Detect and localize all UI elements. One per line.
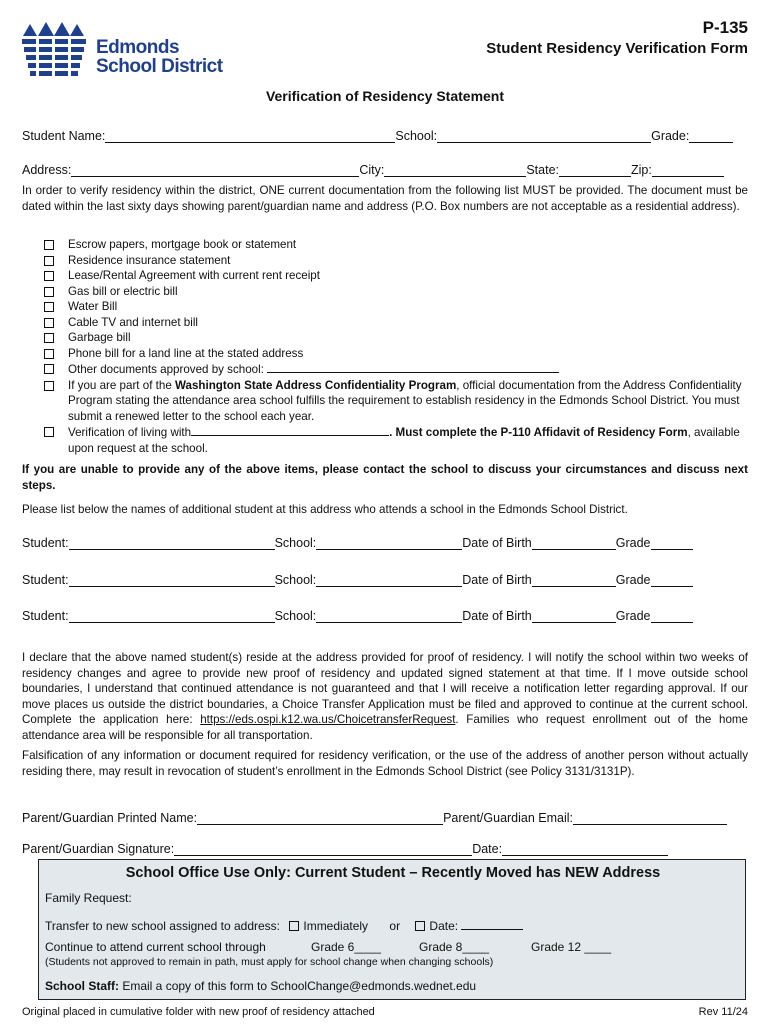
checkbox[interactable]	[44, 427, 54, 437]
choice-transfer-link[interactable]: https://eds.ospi.k12.wa.us/ChoicetransferRequest	[200, 713, 456, 726]
checkbox[interactable]	[44, 364, 54, 374]
logo-wordmark	[96, 38, 223, 76]
address-field[interactable]	[71, 162, 359, 177]
list-item: Gas bill or electric bill	[44, 284, 748, 300]
checkbox[interactable]	[44, 302, 54, 312]
living-with-field[interactable]	[191, 424, 389, 436]
parent-signature-row	[22, 841, 748, 856]
transfer-date-field[interactable]	[461, 918, 523, 930]
parent-email-field[interactable]	[573, 810, 727, 825]
parent-name-row	[22, 810, 748, 825]
list-item: Water Bill	[44, 299, 748, 315]
family-request-label: Family Request:	[45, 891, 132, 905]
revision-date: Rev 11/24	[698, 1006, 748, 1018]
student-name-label: Student Name:	[22, 129, 106, 143]
grade-field[interactable]	[689, 128, 733, 143]
checkbox[interactable]	[44, 271, 54, 281]
list-item: Residence insurance statement	[44, 253, 748, 269]
dob-field[interactable]	[532, 535, 616, 550]
logo-line-2: School District	[96, 56, 223, 77]
parent-email-label: Parent/Guardian Email:	[443, 811, 574, 825]
city-label: City:	[359, 163, 385, 177]
additional-student-row: Student: School: Date of Birth Grade	[22, 608, 748, 623]
school-field[interactable]	[316, 535, 462, 550]
checkbox[interactable]	[44, 240, 54, 250]
grade-8-option[interactable]: Grade 8____	[419, 940, 490, 954]
date-label: Date:	[472, 842, 503, 856]
checkbox[interactable]	[44, 349, 54, 359]
student-field[interactable]	[69, 535, 275, 550]
immediately-checkbox[interactable]	[289, 921, 299, 931]
other-documents-field[interactable]	[267, 361, 559, 373]
additional-student-row: Student: School: Date of Birth Grade	[22, 572, 748, 587]
grade-field[interactable]	[651, 572, 693, 587]
list-item: Lease/Rental Agreement with current rent receipt	[44, 268, 748, 284]
additional-student-row: Student: School: Date of Birth Grade	[22, 535, 748, 550]
parent-name-label: Parent/Guardian Printed Name:	[22, 811, 198, 825]
date-field[interactable]	[502, 841, 668, 856]
date-checkbox[interactable]	[415, 921, 425, 931]
unable-notice: If you are unable to provide any of the above items, please contact the school to discuss your circumstances and discuss next steps.	[22, 463, 748, 492]
transfer-row: Transfer to new school assigned to address: Immediately or Date:	[45, 918, 523, 933]
grade-label: Grade:	[651, 129, 690, 143]
student-info-row	[22, 128, 748, 143]
document-list	[44, 237, 748, 456]
footer-note: Original placed in cumulative folder with new proof of residency attached	[22, 1006, 375, 1018]
path-note: (Students not approved to remain in path, must apply for school change when changing schools)	[45, 956, 494, 968]
state-label: State:	[526, 163, 560, 177]
form-number: P-135	[702, 18, 748, 37]
falsification-paragraph: Falsification of any information or document required for residency verification, or the use of the address of another person without actually residing there, may result in revocation of student’s enrollment in the Edmonds School District (see Policy 3131/3131P).	[22, 749, 748, 778]
grade-12-option[interactable]: Grade 12 ____	[531, 940, 612, 954]
list-item-acp: If you are part of the Washington State Address Confidentiality Program, official documentation from the Address Confidentiality Program stating the attendance area school fulfills the requirement to establish residency in the Edmonds School District. You must submit a renewed letter to the school each year.	[44, 378, 748, 425]
list-item: Cable TV and internet bill	[44, 315, 748, 331]
school-field[interactable]	[316, 608, 462, 623]
school-field[interactable]	[316, 572, 462, 587]
zip-field[interactable]	[652, 162, 724, 177]
address-label: Address:	[22, 163, 72, 177]
grade-field[interactable]	[651, 608, 693, 623]
declaration-paragraph: I declare that the above named student(s) reside at the address provided for proof of residency. I will notify the school within two weeks of residency changes and agree to provide new proof of residency and updated signed statement at that time. If I move outside school boundaries, I understand that continued attendance is not guaranteed and that I will receive a notification letter regarding approval. If our move places us outside the district boundaries, a Choice Transfer Application must be filed and approved to continue at the current school. Complete the application here: https://eds.ospi.k12.wa.us/ChoicetransferRequest. Families who request enrollment out of the home attendance area will be responsible for all transportation.	[22, 651, 749, 742]
list-item: Phone bill for a land line at the stated address	[44, 346, 748, 362]
student-name-field[interactable]	[105, 128, 395, 143]
list-item-other-documents: Other documents approved by school:	[44, 361, 748, 378]
grade-field[interactable]	[651, 535, 693, 550]
trees-icon	[22, 22, 92, 80]
parent-signature-field[interactable]	[174, 841, 472, 856]
list-item-living-with: Verification of living with . Must complete the P-110 Affidavit of Residency Form, available upon request at the school.	[44, 424, 748, 456]
state-field[interactable]	[559, 162, 631, 177]
address-row	[22, 162, 748, 177]
continue-label: Continue to attend current school through	[45, 940, 266, 954]
office-use-box	[38, 859, 746, 1000]
school-staff-instruction: School Staff: Email a copy of this form to SchoolChange@edmonds.wednet.edu	[45, 979, 477, 993]
additional-students-intro: Please list below the names of additional student at this address who attends a school in the Edmonds School District.	[22, 503, 628, 516]
student-field[interactable]	[69, 608, 275, 623]
zip-label: Zip:	[631, 163, 652, 177]
checkbox[interactable]	[44, 256, 54, 266]
grade-6-option[interactable]: Grade 6____	[311, 940, 382, 954]
form-title: Student Residency Verification Form	[486, 40, 748, 57]
dob-field[interactable]	[532, 608, 616, 623]
list-item: Escrow papers, mortgage book or statement	[44, 237, 748, 253]
checkbox[interactable]	[44, 287, 54, 297]
logo-line-1: Edmonds	[96, 37, 180, 58]
dob-field[interactable]	[532, 572, 616, 587]
school-field[interactable]	[437, 128, 651, 143]
section-heading: Verification of Residency Statement	[265, 88, 505, 104]
office-title: School Office Use Only: Current Student – Recently Moved has NEW Address	[125, 865, 661, 881]
list-item: Garbage bill	[44, 330, 748, 346]
parent-name-field[interactable]	[197, 810, 443, 825]
student-field[interactable]	[69, 572, 275, 587]
parent-signature-label: Parent/Guardian Signature:	[22, 842, 175, 856]
city-field[interactable]	[384, 162, 526, 177]
checkbox[interactable]	[44, 318, 54, 328]
checkbox[interactable]	[44, 333, 54, 343]
school-label: School:	[395, 129, 438, 143]
checkbox[interactable]	[44, 381, 54, 391]
intro-paragraph: In order to verify residency within the district, ONE current documentation from the following list MUST be provided. The document must be dated within the last sixty days showing parent/guardian name and address (P.O. Box numbers are not acceptable as a residential address).	[22, 184, 748, 213]
